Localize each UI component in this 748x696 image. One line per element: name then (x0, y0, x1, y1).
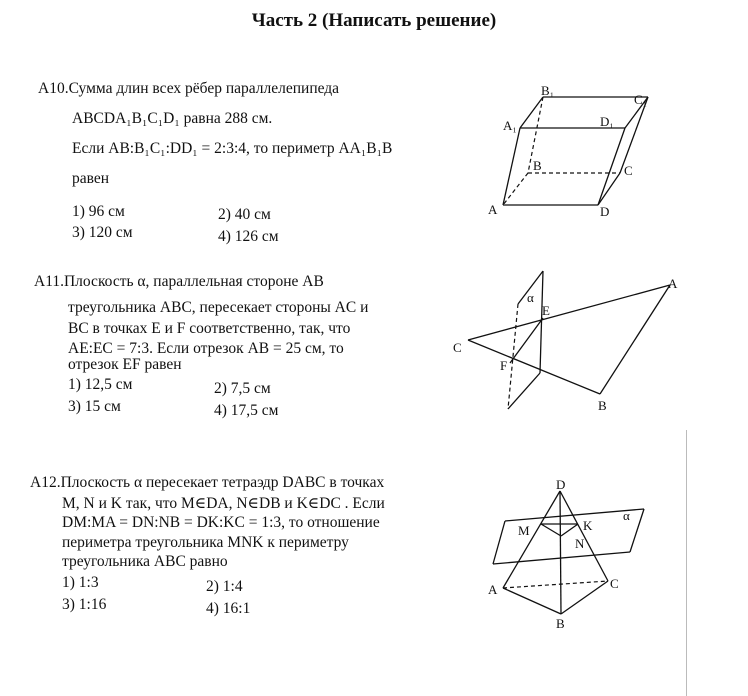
problem-text-line: AE:EC = 7:3. Если отрезок AB = 25 см, то (68, 340, 344, 357)
plane-label: α (527, 290, 534, 305)
answer-option: 4) 17,5 см (214, 402, 279, 419)
problem-text-line: треугольника ABC, пересекает стороны AC и (68, 299, 369, 316)
answer-option: 2) 40 см (218, 206, 271, 223)
page-title: Часть 2 (Написать решение) (251, 10, 497, 31)
vertex-label: B (533, 158, 542, 173)
vertex-label: M (518, 523, 530, 538)
answer-option: 1) 12,5 см (68, 376, 133, 393)
vertex-label: B (556, 616, 565, 631)
answer-option: 4) 16:1 (206, 600, 251, 617)
problem-text-line: треугольника ABC равно (62, 553, 228, 570)
answer-option: 4) 126 см (218, 228, 279, 245)
vertex-label: A₁ (503, 118, 517, 133)
problem-text-line: A11.Плоскость α, параллельная стороне AB (34, 273, 324, 290)
answer-option: 2) 1:4 (206, 578, 243, 595)
vertex-label: E (542, 303, 550, 318)
problem-text-line: периметра треугольника MNK к периметру (62, 534, 349, 551)
plane-label: α (623, 508, 630, 523)
answer-option: 3) 120 см (72, 224, 133, 241)
vertex-label: N (575, 536, 585, 551)
problem-text-line: Если AB:B₁C₁:DD₁ = 2:3:4, то периметр AA₁B₁B (72, 140, 393, 157)
problem-text-line: M, N и K так, что M∈DA, N∈DB и K∈DC . Если (62, 495, 385, 512)
vertex-label: C (624, 163, 633, 178)
page-edge-divider (686, 430, 687, 696)
vertex-label: A (488, 582, 498, 597)
answer-option: 3) 15 см (68, 398, 121, 415)
problem-text-line: A10.Сумма длин всех рёбер параллелепипеда (38, 80, 340, 97)
problem-text-line: отрезок EF равен (68, 356, 182, 373)
problem-text-line: A12.Плоскость α пересекает тетраэдр DABC в точках (30, 474, 385, 491)
vertex-label: K (583, 518, 593, 533)
vertex-label: C₁ (634, 92, 648, 107)
vertex-label: D₁ (600, 114, 614, 129)
problem-text-line: равен (72, 170, 110, 187)
vertex-label: C (453, 340, 462, 355)
vertex-label: B (598, 398, 607, 413)
vertex-label: B₁ (541, 83, 555, 98)
answer-option: 1) 1:3 (62, 574, 99, 591)
vertex-label: C (610, 576, 619, 591)
vertex-label: D (556, 477, 566, 492)
vertex-label: D (600, 204, 610, 219)
problem-text-line: DM:MA = DN:NB = DK:KC = 1:3, то отношение (62, 514, 380, 531)
vertex-label: A (668, 276, 678, 291)
answer-option: 1) 96 см (72, 203, 125, 220)
problem-text-line: ABCDA₁B₁C₁D₁ равна 288 см. (72, 110, 273, 127)
vertex-label: F (500, 358, 508, 373)
vertex-label: A (488, 202, 498, 217)
answer-option: 2) 7,5 см (214, 380, 271, 397)
answer-option: 3) 1:16 (62, 596, 107, 613)
problem-text-line: BC в точках E и F соответственно, так, что (68, 320, 351, 337)
